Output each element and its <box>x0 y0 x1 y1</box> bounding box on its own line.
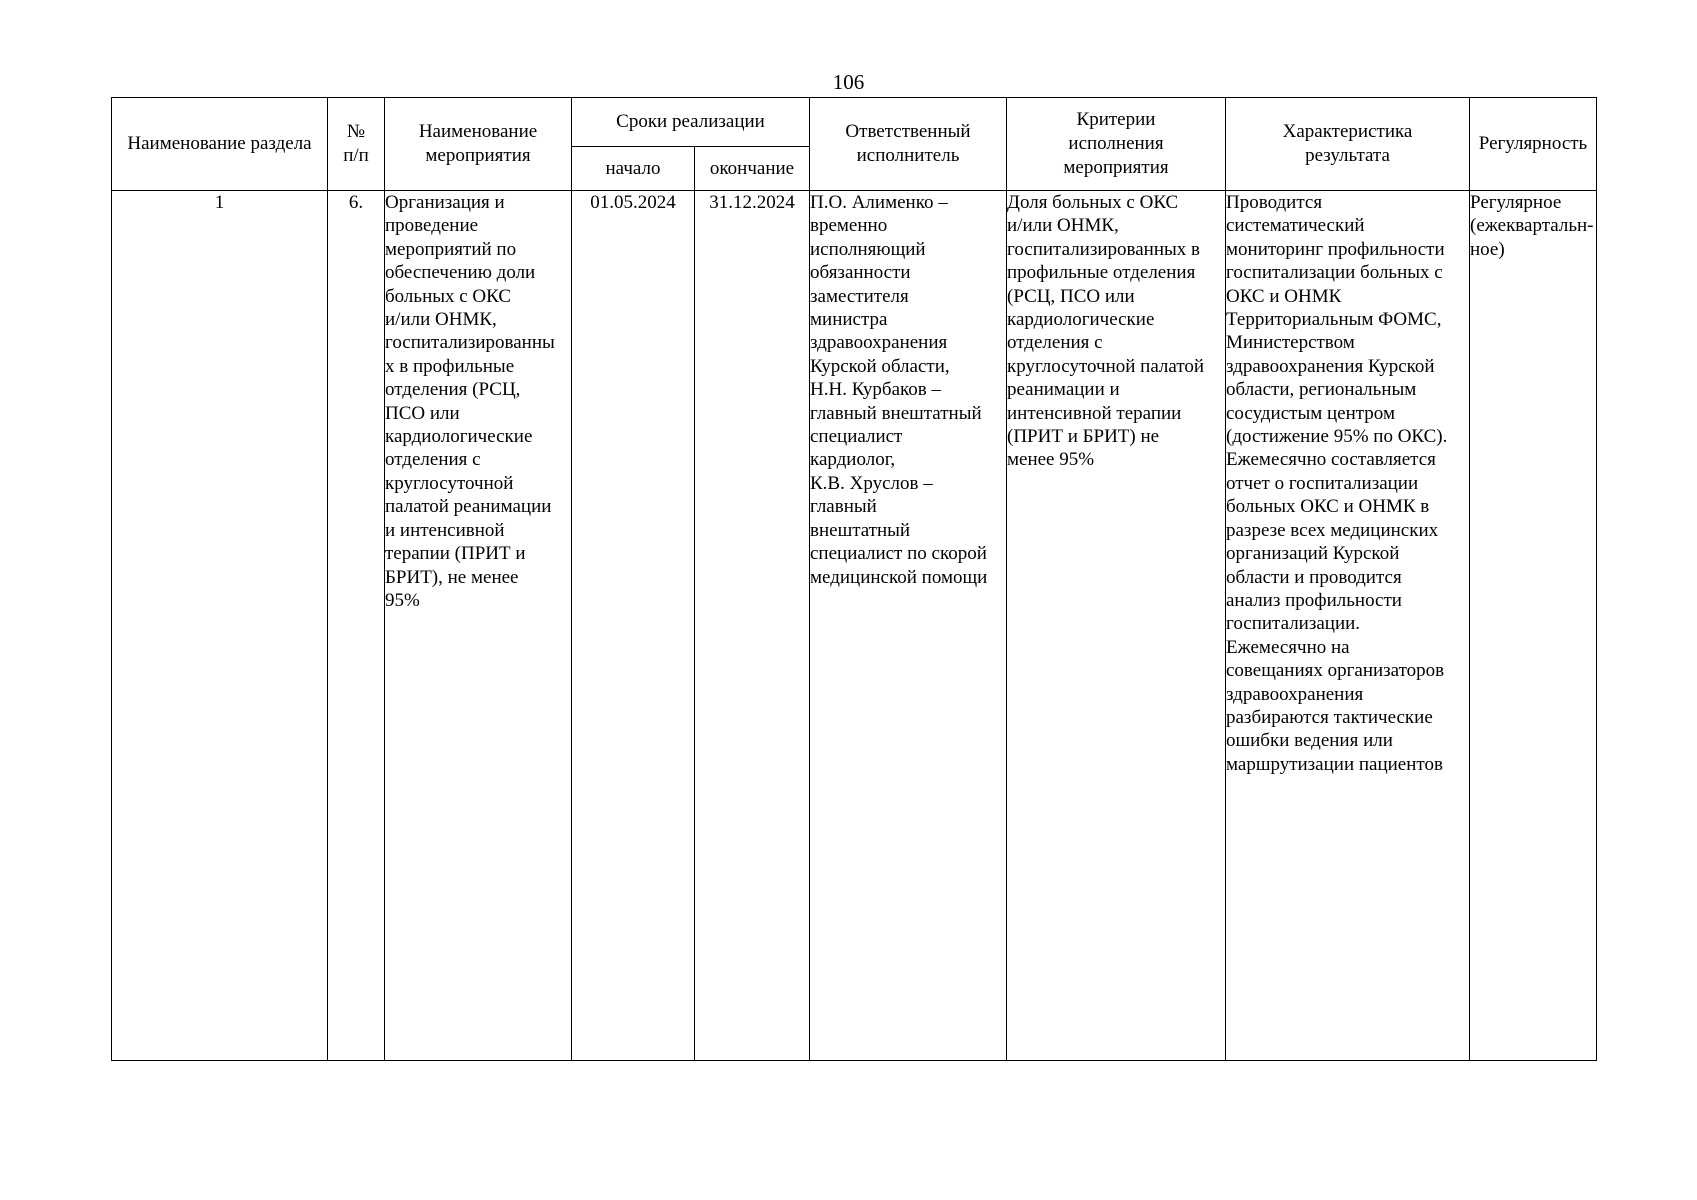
cell-activity: Организация и проведение мероприятий по обеспечению доли больных с ОКС и/или ОНМК, госпитализированны х в профильные отделения (РСЦ, ПСО или кардиологические отделения с круглосуточной палатой реанимации и интенсивной терапии (ПРИТ и БРИТ), не менее 95% <box>385 191 572 1061</box>
cell-criteria: Доля больных с ОКС и/или ОНМК, госпитализированных в профильные отделения (РСЦ, ПСО или кардиологические отделения с круглосуточной палатой реанимации и интенсивной терапии (ПРИТ и БРИТ) не менее 95% <box>1007 191 1226 1061</box>
cell-start-date: 01.05.2024 <box>572 191 695 1061</box>
header-section-name: Наименование раздела <box>112 98 328 191</box>
table-header <box>112 98 1597 191</box>
header-result: Характеристика результата <box>1226 98 1470 191</box>
header-end: окончание <box>695 147 810 191</box>
header-number: № п/п <box>328 98 385 191</box>
header-responsible: Ответственный исполнитель <box>810 98 1007 191</box>
header-regularity: Регулярность <box>1470 98 1597 191</box>
header-start: начало <box>572 147 695 191</box>
table-row <box>112 191 1597 1061</box>
page-number: 106 <box>832 70 865 94</box>
cell-regularity: Регулярное (ежеквартальн- ное) <box>1470 191 1597 1061</box>
cell-result: Проводится систематический мониторинг профильности госпитализации больных с ОКС и ОНМК Территориальным ФОМС, Министерством здравоохранения Курской области, региональным сосудистым центром (достижение 95% по ОКС). Ежемесячно составляется отчет о госпитализации больных ОКС и ОНМК в разрезе всех медицинских организаций Курской области и проводится анализ профильности госпитализации. Ежемесячно на совещаниях организаторов здравоохранения разбираются тактические ошибки ведения или маршрутизации пациентов <box>1226 191 1470 1061</box>
cell-end-date: 31.12.2024 <box>695 191 810 1061</box>
cell-responsible: П.О. Алименко – временно исполняющий обязанности заместителя министра здравоохранения Курской области, Н.Н. Курбаков – главный внештатный специалист кардиолог, К.В. Хруслов – главный внештатный специалист по скорой медицинской помощи <box>810 191 1007 1061</box>
cell-number: 6. <box>328 191 385 1061</box>
header-activity-name: Наименование мероприятия <box>385 98 572 191</box>
header-criteria: Критерии исполнения мероприятия <box>1007 98 1226 191</box>
cell-section: 1 <box>112 191 328 1061</box>
activity-plan-table <box>111 97 1597 1061</box>
header-timeline: Сроки реализации <box>572 98 810 147</box>
